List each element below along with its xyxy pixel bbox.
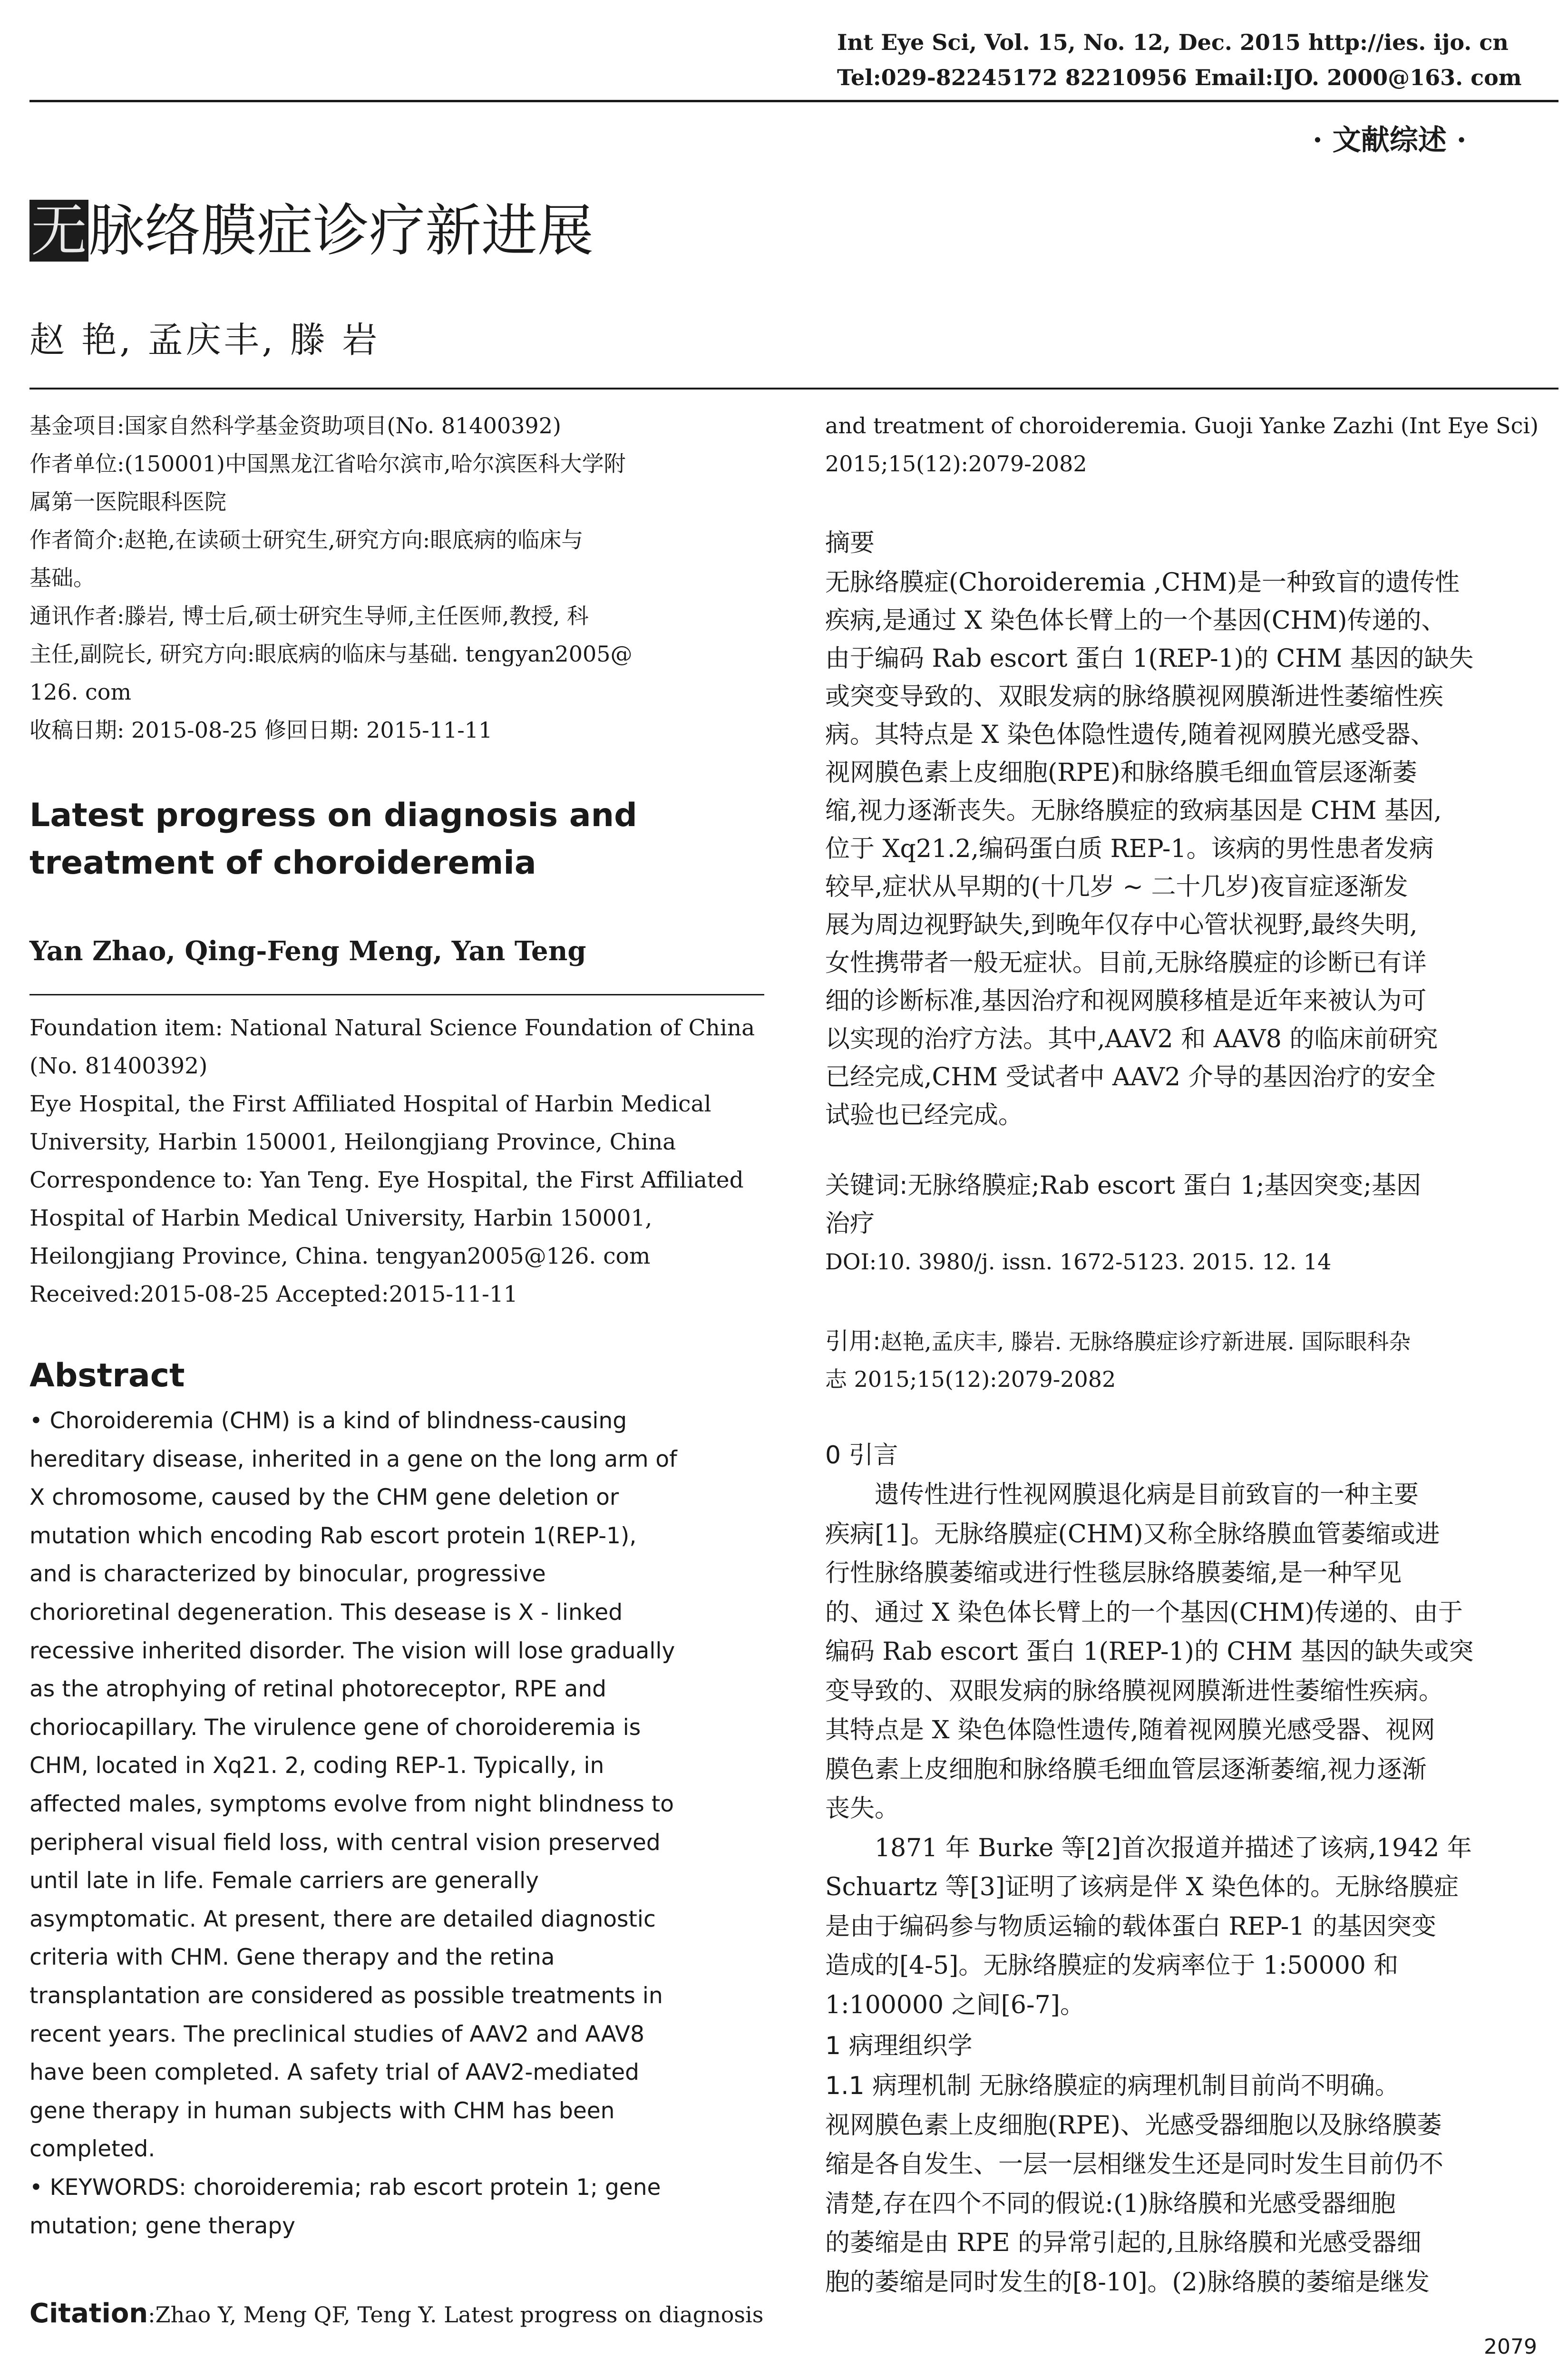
cn-abstract-line: 疾病,是通过 X 染色体长臂上的一个基因(CHM)传递的、	[825, 606, 1446, 635]
citation-text: :Zhao Y, Meng QF, Teng Y. Latest progress on diagnosis	[148, 2302, 764, 2328]
citation-en	[29, 2295, 763, 2334]
abstract-heading: Abstract	[29, 1357, 185, 1394]
cn-abstract-heading: 摘要	[825, 529, 875, 557]
section11-text: 无脉络膜症的病理机制目前尚不明确。	[971, 2072, 1400, 2100]
abstract-line: completed.	[29, 2136, 156, 2163]
intro-line: Schuartz 等[3]证明了该病是伴 X 染色体的。无脉络膜症	[825, 1873, 1459, 1901]
meta-line: 属第一医院眼科医院	[29, 489, 226, 515]
abstract-line: transplantation are considered as possible treatments in	[29, 1983, 663, 2009]
affiliation-line: University, Harbin 150001, Heilongjiang Province, China	[29, 1129, 676, 1155]
abstract-line: peripheral visual field loss, with central vision preserved	[29, 1829, 661, 1856]
cn-abstract-line: 由于编码 Rab escort 蛋白 1(REP-1)的 CHM 基因的缺失	[825, 644, 1474, 673]
left-column	[29, 0, 764, 2377]
contact-info: Tel:029-82245172 82210956 Email:IJO. 2000@163. com	[837, 65, 1522, 90]
meta-line: 基金项目:国家自然科学基金资助项目(No. 81400392)	[29, 413, 561, 438]
section-label: · 文献综述 ·	[1313, 124, 1467, 157]
citation-cn-text: 赵艳,孟庆丰, 滕岩. 无脉络膜症诊疗新进展. 国际眼科杂	[880, 1329, 1411, 1354]
foundation-line: Foundation item: National Natural Science Foundation of China	[29, 1015, 755, 1041]
section11-line: 清楚,存在四个不同的假说:(1)脉络膜和光感受器细胞	[825, 2189, 1396, 2218]
intro-line: 是由于编码参与物质运输的载体蛋白 REP-1 的基因突变	[825, 1912, 1436, 1941]
meta-line: 基础。	[29, 565, 95, 591]
abstract-line: choriocapillary. The virulence gene of choroideremia is	[29, 1714, 641, 1741]
abstract-line: X chromosome, caused by the CHM gene deletion or	[29, 1484, 619, 1511]
keywords-cn-text: 无脉络膜症;Rab escort 蛋白 1;基因突变;基因	[907, 1171, 1422, 1200]
correspondence-line: Correspondence to: Yan Teng. Eye Hospital, the First Affiliated	[29, 1167, 744, 1193]
authors-en: Yan Zhao, Qing-Feng Meng, Yan Teng	[29, 935, 586, 967]
affiliation-line: Eye Hospital, the First Affiliated Hospital of Harbin Medical	[29, 1091, 711, 1117]
cn-abstract-line: 已经完成,CHM 受试者中 AAV2 介导的基因治疗的安全	[825, 1063, 1436, 1091]
abstract-line: gene therapy in human subjects with CHM has been	[29, 2097, 615, 2124]
abstract-line: affected males, symptoms evolve from night blindness to	[29, 1791, 674, 1817]
page-number: 2079	[1484, 2335, 1537, 2359]
section11-label: 1.1 病理机制	[825, 2072, 972, 2100]
intro-line: 1:100000 之间[6-7]。	[825, 1990, 1085, 2019]
abstract-line: recessive inherited disorder. The vision will lose gradually	[29, 1637, 675, 1664]
meta-line: 126. com	[29, 679, 132, 705]
title-rest: 脉络膜症诊疗新进展	[88, 198, 594, 263]
section11-line: 的萎缩是由 RPE 的异常引起的,且脉络膜和光感受器细	[825, 2229, 1422, 2257]
journal-info: Int Eye Sci, Vol. 15, No. 12, Dec. 2015 http://ies. ijo. cn	[837, 29, 1509, 55]
meta-line: 作者单位:(150001)中国黑龙江省哈尔滨市,哈尔滨医科大学附	[29, 451, 626, 477]
english-title-line: treatment of choroideremia	[29, 844, 536, 882]
cn-abstract-line: 展为周边视野缺失,到晚年仅存中心管状视野,最终失明,	[825, 911, 1418, 939]
keywords-cn-line	[825, 1167, 1421, 1205]
citation-cn-line	[825, 1322, 1411, 1361]
intro-line: 变导致的、双眼发病的脉络膜视网膜渐进性萎缩性疾病。	[825, 1676, 1444, 1705]
intro-line: 其特点是 X 染色体隐性遗传,随着视网膜光感受器、视网	[825, 1716, 1435, 1744]
cn-abstract-line: 或突变导致的、双眼发病的脉络膜视网膜渐进性萎缩性疾	[825, 682, 1444, 711]
intro-line: 编码 Rab escort 蛋白 1(REP-1)的 CHM 基因的缺失或突	[825, 1637, 1474, 1666]
meta-line: 收稿日期: 2015-08-25 修回日期: 2015-11-11	[29, 717, 493, 743]
abstract-line: have been completed. A safety trial of AAV2-mediated	[29, 2059, 639, 2086]
correspondence-line: Hospital of Harbin Medical University, Harbin 150001,	[29, 1205, 653, 1231]
cn-abstract-line: 无脉络膜症(Choroideremia ,CHM)是一种致盲的遗传性	[825, 568, 1460, 597]
title-first-char: 无	[29, 200, 88, 262]
abstract-line: mutation which encoding Rab escort protein 1(REP-1),	[29, 1522, 637, 1549]
cn-abstract-line: 以实现的治疗方法。其中,AAV2 和 AAV8 的临床前研究	[825, 1025, 1438, 1053]
section11-line: 缩是各自发生、一层一层相继发生还是同时发生目前仍不	[825, 2150, 1444, 2179]
intro-line: 疾病[1]。无脉络膜症(CHM)又称全脉络膜血管萎缩或进	[825, 1520, 1440, 1549]
cn-abstract-line: 细的诊断标准,基因治疗和视网膜移植是近年来被认为可	[825, 987, 1427, 1015]
section11-line: 视网膜色素上皮细胞(RPE)、光感受器细胞以及脉络膜萎	[825, 2111, 1442, 2140]
authors-en-rule	[29, 994, 764, 995]
citation-cn-line: 志 2015;15(12):2079-2082	[825, 1366, 1116, 1392]
keywords-line: • KEYWORDS: choroideremia; rab escort protein 1; gene	[29, 2174, 661, 2201]
citation-label: Citation	[29, 2298, 148, 2329]
meta-line: 主任,副院长, 研究方向:眼底病的临床与基础. tengyan2005@	[29, 641, 633, 667]
section1-heading: 1 病理组织学	[825, 2032, 973, 2060]
cn-abstract-line: 较早,症状从早期的(十几岁 ~ 二十几岁)夜盲症逐渐发	[825, 873, 1408, 901]
abstract-line: hereditary disease, inherited in a gene on the long arm of	[29, 1446, 677, 1472]
intro-line: 的、通过 X 染色体长臂上的一个基因(CHM)传递的、由于	[825, 1598, 1463, 1627]
abstract-line: • Choroideremia (CHM) is a kind of blindness-causing	[29, 1408, 627, 1434]
intro-line: 造成的[4-5]。无脉络膜症的发病率位于 1:50000 和	[825, 1951, 1399, 1980]
abstract-line: recent years. The preclinical studies of AAV2 and AAV8	[29, 2021, 644, 2047]
section11-line	[825, 2066, 1400, 2106]
intro-line: 行性脉络膜萎缩或进行性毯层脉络膜萎缩,是一种罕见	[825, 1559, 1402, 1588]
abstract-line: as the atrophying of retinal photoreceptor, RPE and	[29, 1676, 606, 1703]
cn-abstract-line: 试验也已经完成。	[825, 1101, 1023, 1130]
foundation-line: (No. 81400392)	[29, 1053, 208, 1079]
abstract-line: until late in life. Female carriers are generally	[29, 1868, 539, 1894]
intro-line: 1871 年 Burke 等[2]首次报道并描述了该病,1942 年	[875, 1833, 1472, 1862]
abstract-line: and is characterized by binocular, progressive	[29, 1561, 546, 1588]
citation-cn-label: 引用:	[825, 1327, 881, 1355]
intro-line: 膜色素上皮细胞和脉络膜毛细血管层逐渐萎缩,视力逐渐	[825, 1755, 1427, 1784]
cn-abstract-line: 视网膜色素上皮细胞(RPE)和脉络膜毛细血管层逐渐萎	[825, 759, 1417, 787]
correspondence-line: Heilongjiang Province, China. tengyan2005@126. com	[29, 1243, 651, 1269]
cn-abstract-line: 女性携带者一般无症状。目前,无脉络膜症的诊断已有详	[825, 949, 1427, 977]
authors-cn: 赵 艳, 孟庆丰, 滕 岩	[29, 320, 380, 360]
abstract-line: asymptomatic. At present, there are detailed diagnostic	[29, 1906, 656, 1932]
right-column	[825, 0, 1560, 2377]
abstract-line: chorioretinal degeneration. This desease is X - linked	[29, 1599, 623, 1626]
intro-line: 丧失。	[825, 1794, 900, 1823]
received-line: Received:2015-08-25 Accepted:2015-11-11	[29, 1281, 518, 1307]
keywords-cn-line: 治疗	[825, 1209, 875, 1238]
cn-abstract-line: 位于 Xq21.2,编码蛋白质 REP-1。该病的男性患者发病	[825, 835, 1434, 863]
intro-text: 遗传性进行性视网膜退化病是目前致盲的一种主要	[875, 1481, 1419, 1509]
abstract-line: CHM, located in Xq21. 2, coding REP-1. Typically, in	[29, 1753, 604, 1779]
keywords-cn-label: 关键词:	[825, 1171, 908, 1200]
meta-line: 通讯作者:滕岩, 博士后,硕士研究生导师,主任医师,教授, 科	[29, 603, 589, 629]
citation-line: 2015;15(12):2079-2082	[825, 451, 1087, 477]
meta-line: 作者简介:赵艳,在读硕士研究生,研究方向:眼底病的临床与	[29, 527, 584, 553]
keywords-line: mutation; gene therapy	[29, 2212, 295, 2239]
section11-line: 胞的萎缩是同时发生的[8-10]。(2)脉络膜的萎缩是继发	[825, 2268, 1430, 2297]
cn-abstract-line: 病。其特点是 X 染色体隐性遗传,随着视网膜光感受器、	[825, 721, 1435, 749]
english-title-line: Latest progress on diagnosis and	[29, 797, 637, 834]
intro-line	[825, 1475, 1419, 1515]
doi: DOI:10. 3980/j. issn. 1672-5123. 2015. 12. 14	[825, 1249, 1332, 1275]
intro-heading: 0 引言	[825, 1441, 898, 1470]
abstract-line: criteria with CHM. Gene therapy and the retina	[29, 1944, 555, 1971]
citation-line: and treatment of choroideremia. Guoji Yanke Zazhi (Int Eye Sci)	[825, 413, 1539, 438]
cn-abstract-line: 缩,视力逐渐丧失。无脉络膜症的致病基因是 CHM 基因,	[825, 797, 1442, 825]
